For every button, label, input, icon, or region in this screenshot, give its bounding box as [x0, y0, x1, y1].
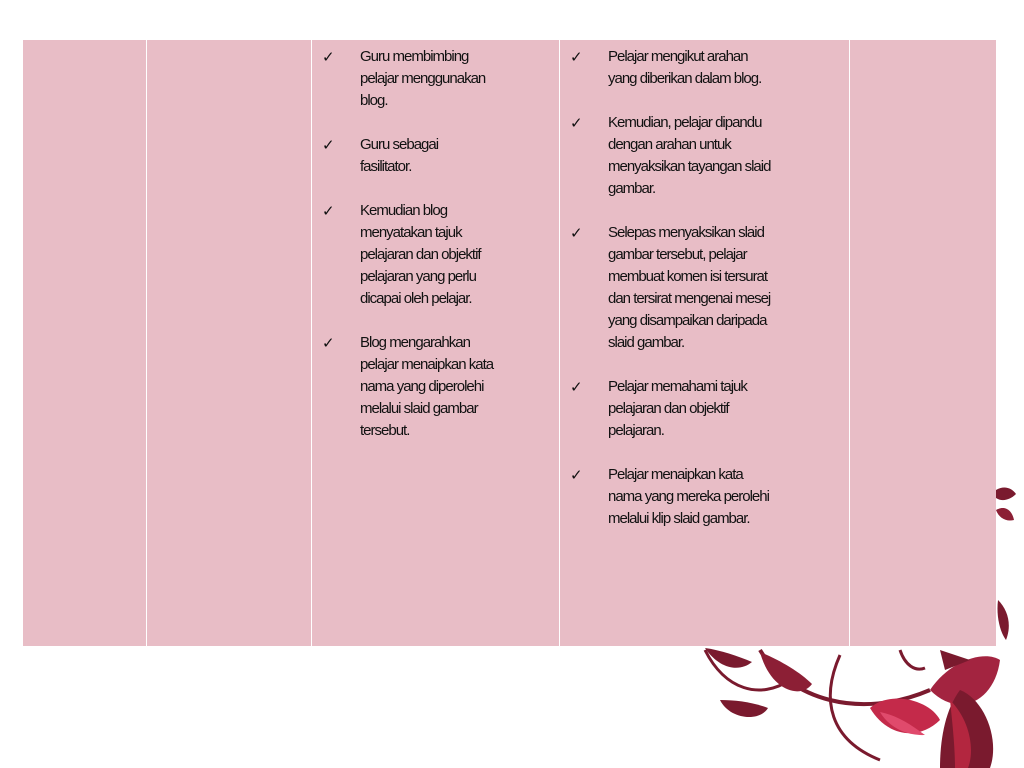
list-item	[322, 46, 551, 112]
list-item	[322, 134, 551, 178]
list-item	[570, 222, 841, 354]
checkmark-icon: ✓	[570, 378, 583, 396]
checkmark-icon: ✓	[570, 48, 583, 66]
checkmark-icon: ✓	[322, 136, 335, 154]
table-column-teacher-activities	[311, 40, 559, 646]
list-item-text: Pelajar memahami tajuk pelajaran dan objektif pelajaran.	[608, 378, 747, 439]
table-column-2	[146, 40, 311, 646]
checkmark-icon: ✓	[322, 202, 335, 220]
checkmark-icon: ✓	[322, 334, 335, 352]
list-item-text: Kemudian, pelajar dipandu dengan arahan untuk menyaksikan tayangan slaid gambar.	[608, 114, 771, 197]
list-item-text: Blog mengarahkan pelajar menaipkan kata nama yang diperolehi melalui slaid gambar tersebut.	[360, 334, 494, 439]
list-item-text: Guru membimbing pelajar menggunakan blog.	[360, 48, 486, 109]
teacher-activities-list	[312, 40, 559, 442]
list-item	[322, 200, 551, 310]
table-column-student-activities	[559, 40, 849, 646]
checkmark-icon: ✓	[570, 114, 583, 132]
list-item	[570, 112, 841, 200]
table-column-5	[849, 40, 996, 646]
list-item-text: Selepas menyaksikan slaid gambar tersebut, pelajar membuat komen isi tersurat dan tersirat mengenai mesej yang disampaikan daripada slaid gambar.	[608, 224, 771, 351]
checkmark-icon: ✓	[570, 224, 583, 242]
list-item-text: Kemudian blog menyatakan tajuk pelajaran dan objektif pelajaran yang perlu dicapai oleh pelajar.	[360, 202, 481, 307]
table-column-1	[23, 40, 146, 646]
student-activities-list	[560, 40, 849, 530]
list-item	[322, 332, 551, 442]
list-item-text: Pelajar menaipkan kata nama yang mereka perolehi melalui klip slaid gambar.	[608, 466, 769, 527]
list-item-text: Guru sebagai fasilitator.	[360, 136, 439, 175]
content-table	[23, 40, 996, 646]
list-item	[570, 376, 841, 442]
list-item	[570, 464, 841, 530]
list-item	[570, 46, 841, 90]
checkmark-icon: ✓	[322, 48, 335, 66]
list-item-text: Pelajar mengikut arahan yang diberikan dalam blog.	[608, 48, 762, 87]
checkmark-icon: ✓	[570, 466, 583, 484]
